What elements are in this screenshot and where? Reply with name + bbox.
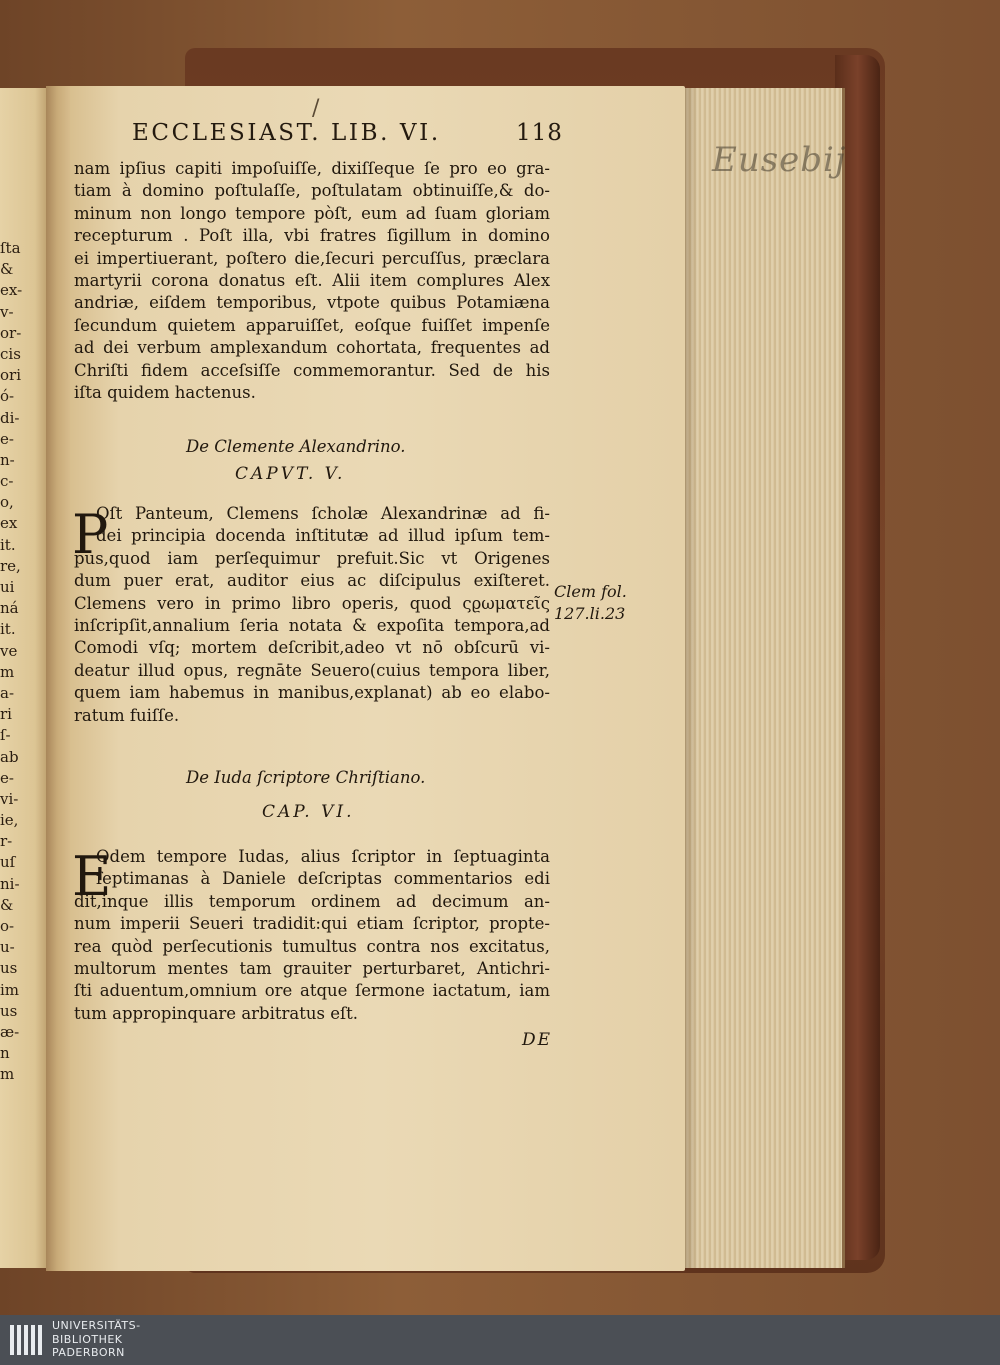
text-line: Oſt Panteum, Clemens ſcholæ Alexandrinæ ad fi- bbox=[96, 504, 550, 523]
margin-note-line: 127.li.23 bbox=[554, 604, 626, 624]
running-header bbox=[132, 120, 563, 146]
left-page-fragment: & bbox=[0, 260, 14, 279]
left-page-fragment: ri bbox=[0, 705, 12, 724]
left-page-fragment: it. bbox=[0, 535, 16, 554]
left-page-fragment: ex- bbox=[0, 281, 23, 300]
text-line: minum non longo tempore pòſt, eum ad ſuam gloriam bbox=[74, 203, 550, 223]
left-page-fragment: us bbox=[0, 1001, 18, 1020]
left-page-fragment: re, bbox=[0, 556, 21, 575]
left-page-fragment: v- bbox=[0, 302, 14, 321]
left-page-fragment: ná bbox=[0, 599, 19, 618]
text-line: recepturum . Poſt illa, vbi fratres ſigillum in domino bbox=[74, 226, 550, 246]
left-page-fragment: cis bbox=[0, 344, 21, 363]
left-page-fragment: a- bbox=[0, 683, 15, 702]
left-page-fragment: o, bbox=[0, 493, 14, 512]
left-page-fragment: u- bbox=[0, 938, 15, 957]
text-line: dum puer erat, auditor eius ac diſcipulus exiſteret. bbox=[74, 571, 550, 591]
catchword: DE bbox=[522, 1030, 553, 1050]
left-page-fragment: n bbox=[0, 1044, 10, 1063]
left-page-fragment: ui bbox=[0, 578, 15, 596]
text-line: quem iam habemus in manibus,explanat) ab eo elabo- bbox=[74, 683, 550, 703]
library-logo-icon bbox=[8, 1321, 44, 1359]
left-page-fragment: m bbox=[0, 662, 15, 681]
margin-note bbox=[554, 581, 627, 626]
text-line: andriæ, eiſdem temporibus, vtpote quibus Potamiæna bbox=[74, 293, 550, 313]
left-page-fragment: m bbox=[0, 1065, 15, 1084]
left-page-fragment: vi- bbox=[0, 789, 19, 808]
left-page-fragment: ve bbox=[0, 641, 18, 660]
chapter-5-text bbox=[74, 503, 550, 727]
text-line: tum appropinquare arbitratus eſt. bbox=[74, 1003, 358, 1023]
library-name bbox=[52, 1319, 141, 1360]
left-page-fragment: us bbox=[0, 959, 18, 978]
chapter-6-heading: CAP. VI. bbox=[262, 802, 355, 822]
left-page-fragment: e- bbox=[0, 429, 14, 448]
chapter-6-dropcap: E bbox=[72, 845, 112, 908]
left-page-fragment: & bbox=[0, 895, 14, 914]
text-line: ad dei verbum amplexandum cohortata, frequentes ad bbox=[74, 338, 550, 358]
left-page-fragment: ie, bbox=[0, 811, 19, 830]
chapter-5-title: De Clemente Alexandrino. bbox=[186, 437, 406, 456]
page-fore-edge bbox=[682, 88, 845, 1268]
page-number: 118 bbox=[516, 120, 563, 146]
fore-edge-inscription: Eusebij bbox=[712, 140, 847, 180]
pencil-mark: / bbox=[312, 96, 320, 121]
text-line: martyrii corona donatus eſt. Alii item complures Alex bbox=[74, 270, 550, 290]
text-line: dit,inque illis temporum ordinem ad decimum an- bbox=[74, 891, 550, 911]
running-title: ECCLESIAST. LIB. VI. bbox=[132, 120, 441, 146]
text-line: ei impertiuerant, poſtero die,ſecuri percuſſus, præclara bbox=[74, 248, 550, 268]
left-page-fragment: ab bbox=[0, 747, 19, 766]
library-name-line: UNIVERSITÄTS- bbox=[52, 1319, 141, 1332]
library-name-line: BIBLIOTHEK bbox=[52, 1332, 123, 1346]
text-line: Clemens vero in primo libro operis, quod ςϱωματεῖς bbox=[74, 593, 550, 613]
text-line: nam ipſius capiti impoſuiſſe, dixiſſeque ſe pro eo gra- bbox=[74, 159, 550, 178]
left-page bbox=[0, 88, 50, 1268]
text-line: ſti aduentum,omnium ore atque ſermone iactatum, iam bbox=[74, 981, 550, 1001]
left-page-fragment: ó- bbox=[0, 387, 15, 406]
text-line: tiam à domino poſtulaſſe, poſtulatam obtinuiſſe,& do- bbox=[74, 181, 550, 201]
left-page-fragment: æ- bbox=[0, 1022, 20, 1041]
text-line: dei principia docenda inſtitutæ ad illud ipſum tem- bbox=[96, 526, 550, 546]
chapter-5-heading: CAPVT. V. bbox=[235, 464, 346, 484]
text-line: ſecundum quietem apparuiſſet, eoſque fuiſſet impenſe bbox=[74, 315, 550, 335]
chapter-6-title: De Iuda ſcriptore Chriſtiano. bbox=[186, 768, 426, 787]
text-line: Comodi vſq; mortem deſcribit,adeo vt nō obſcurū vi- bbox=[74, 638, 550, 658]
left-page-fragment: ſ- bbox=[0, 726, 11, 745]
left-page-fragment: n- bbox=[0, 450, 15, 469]
left-page-fragment: or- bbox=[0, 323, 22, 342]
left-page-fragment: im bbox=[0, 980, 20, 999]
margin-note-line: Clem fol. bbox=[554, 582, 627, 601]
text-line: ſeptimanas à Daniele deſcriptas commentarios edi bbox=[96, 869, 550, 889]
chapter-5-dropcap: P bbox=[72, 503, 109, 566]
left-page-fragment: uſ bbox=[0, 853, 16, 872]
text-line: multorum mentes tam grauiter perturbaret, Antichri- bbox=[74, 958, 550, 978]
text-line: pus,quod iam perſequimur prefuit.Sic vt Origenes bbox=[74, 548, 550, 568]
text-line: Odem tempore Iudas, alius ſcriptor in ſeptuaginta bbox=[96, 847, 550, 866]
chapter-6-text bbox=[74, 846, 550, 1025]
left-page-fragment: ex bbox=[0, 514, 18, 533]
text-line: Chriſti fidem acceſsiſſe commemorantur. Sed de his bbox=[74, 360, 550, 380]
left-page-fragment: r- bbox=[0, 832, 13, 851]
paragraph-1 bbox=[74, 158, 550, 404]
left-page-text bbox=[0, 238, 46, 1086]
left-page-fragment: ni- bbox=[0, 874, 20, 893]
text-line: inſcripſit,annalium ſeria notata & expoſita tempora,ad bbox=[74, 615, 550, 635]
text-line: ratum fuiſſe. bbox=[74, 705, 180, 725]
left-page-fragment: c- bbox=[0, 472, 14, 491]
footer-bar bbox=[0, 1315, 1000, 1365]
left-page-fragment: e- bbox=[0, 768, 14, 787]
library-name-line: PADERBORN bbox=[52, 1346, 125, 1359]
left-page-fragment: di- bbox=[0, 408, 20, 427]
left-page-fragment: it. bbox=[0, 620, 16, 639]
text-line: iſta quidem hactenus. bbox=[74, 382, 256, 402]
text-line: deatur illud opus, regnāte Seuero(cuius tempora liber, bbox=[74, 660, 550, 680]
left-page-fragment: ſta bbox=[0, 239, 21, 257]
left-page-fragment: o- bbox=[0, 917, 15, 935]
text-line: rea quòd perſecutionis tumultus contra nos excitatus, bbox=[74, 936, 550, 956]
left-page-fragment: ori bbox=[0, 366, 21, 385]
text-line: num imperii Seueri tradidit:qui etiam ſcriptor, propte- bbox=[74, 914, 550, 934]
